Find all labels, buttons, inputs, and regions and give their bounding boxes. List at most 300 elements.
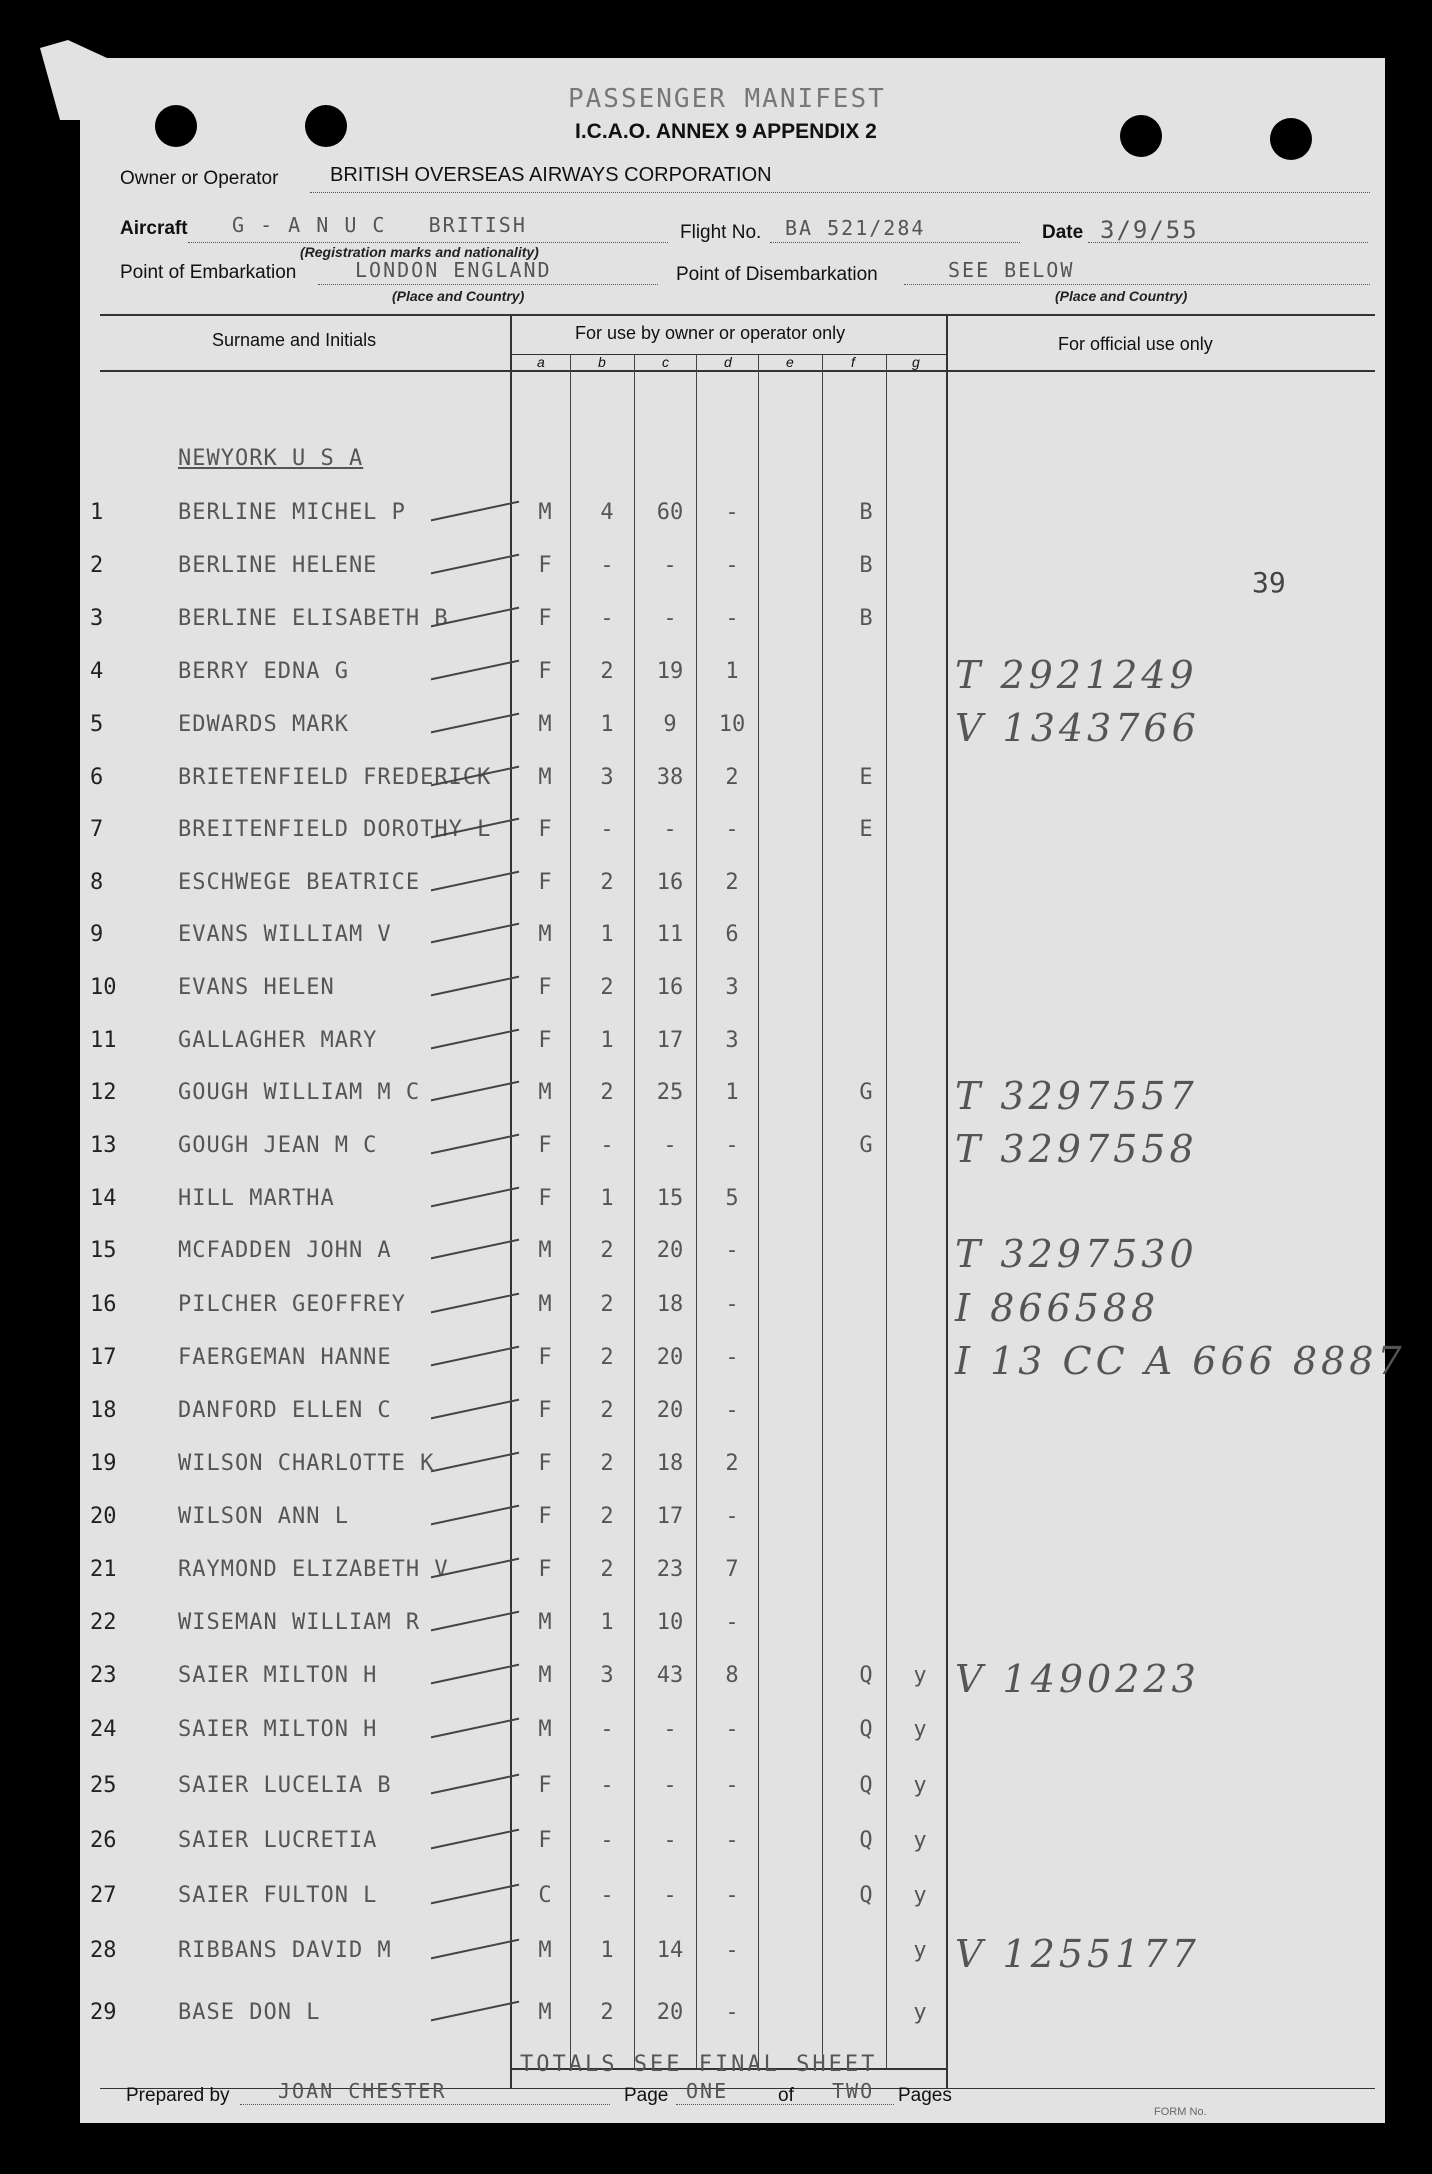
cell-f: Q [859, 1663, 873, 1688]
official-annotation: V 1343766 [955, 706, 1200, 750]
of-label: of [778, 2085, 794, 2106]
cell-b: - [600, 606, 614, 631]
cell-d: - [725, 1292, 739, 1317]
cell-f: Q [859, 1883, 873, 1908]
cell-a: F [538, 1504, 552, 1529]
cell-d: - [725, 1398, 739, 1423]
punch-hole [305, 105, 347, 147]
check-tick [431, 554, 519, 575]
cell-a: M [538, 1292, 552, 1317]
passenger-name: HILL MARTHA [178, 1186, 335, 1211]
cell-a: F [538, 1557, 552, 1582]
cell-a: F [538, 817, 552, 842]
table-row [0, 1028, 1432, 1078]
row-number: 10 [90, 975, 117, 1000]
subcol-g: g [912, 354, 920, 370]
check-tick [431, 660, 519, 681]
official-annotation: V 1255177 [955, 1932, 1200, 1976]
passenger-name: BREITENFIELD DOROTHY L [178, 817, 492, 842]
owner-value: BRITISH OVERSEAS AIRWAYS CORPORATION [330, 164, 772, 186]
check-tick [431, 1346, 519, 1367]
official-annotation: I 866588 [955, 1286, 1160, 1330]
cell-c: - [663, 817, 677, 842]
cell-f: Q [859, 1717, 873, 1742]
destination-heading: NEWYORK U S A [178, 446, 364, 471]
cell-d: 6 [725, 922, 739, 947]
cell-c: - [663, 1717, 677, 1742]
cell-d: 5 [725, 1186, 739, 1211]
passenger-name: BERLINE MICHEL P [178, 500, 406, 525]
col-owner-header: For use by owner or operator only [575, 323, 846, 343]
cell-a: M [538, 500, 552, 525]
cell-c: 9 [663, 712, 677, 737]
form-number: FORM No. [1154, 2106, 1207, 2118]
cell-d: 10 [718, 712, 746, 737]
cell-b: - [600, 1883, 614, 1908]
check-tick [431, 1452, 519, 1473]
cell-d: - [725, 1504, 739, 1529]
check-tick [431, 1293, 519, 1314]
check-tick [431, 1134, 519, 1155]
cell-a: F [538, 870, 552, 895]
cell-f: B [859, 553, 873, 578]
check-tick [431, 501, 519, 522]
punch-hole [1270, 118, 1312, 160]
cell-d: - [725, 1133, 739, 1158]
row-number: 14 [90, 1186, 117, 1211]
cell-d: - [725, 606, 739, 631]
table-row [0, 1610, 1432, 1660]
subcol-b: b [598, 354, 606, 370]
cell-b: 2 [600, 1451, 614, 1476]
row-number: 22 [90, 1610, 117, 1635]
cell-a: M [538, 1717, 552, 1742]
cell-c: - [663, 606, 677, 631]
cell-b: 2 [600, 1080, 614, 1105]
cell-b: 1 [600, 712, 614, 737]
table-row [0, 870, 1432, 920]
cell-b: 1 [600, 1186, 614, 1211]
row-number: 29 [90, 2000, 117, 2025]
row-number: 21 [90, 1557, 117, 1582]
cell-d: - [725, 500, 739, 525]
table-row [0, 1773, 1432, 1823]
passenger-name: BRIETENFIELD FREDERICK [178, 765, 492, 790]
torn-corner [40, 40, 120, 120]
cell-b: 2 [600, 975, 614, 1000]
row-number: 5 [90, 712, 104, 737]
cell-c: 38 [656, 765, 684, 790]
cell-a: F [538, 1028, 552, 1053]
cell-d: 2 [725, 765, 739, 790]
flight-value: BA 521/284 [785, 216, 926, 240]
row-number: 15 [90, 1238, 117, 1263]
passenger-name: BERLINE ELISABETH B [178, 606, 449, 631]
manifest-title: PASSENGER MANIFEST [568, 84, 886, 114]
embark-line [318, 284, 658, 285]
cell-f: B [859, 606, 873, 631]
cell-a: M [538, 922, 552, 947]
embark-label: Point of Embarkation [120, 262, 297, 283]
cell-a: F [538, 1828, 552, 1853]
row-number: 7 [90, 817, 104, 842]
page-line [676, 2104, 894, 2105]
table-row [0, 553, 1432, 603]
cell-b: 2 [600, 2000, 614, 2025]
cell-b: 3 [600, 1663, 614, 1688]
cell-b: 2 [600, 870, 614, 895]
passenger-name: FAERGEMAN HANNE [178, 1345, 392, 1370]
cell-d: - [725, 1345, 739, 1370]
row-number: 28 [90, 1938, 117, 1963]
cell-d: 3 [725, 975, 739, 1000]
official-annotation: T 3297530 [955, 1232, 1198, 1276]
cell-g: y [913, 1938, 927, 1963]
check-tick [431, 1774, 519, 1795]
cell-c: 60 [656, 500, 684, 525]
cell-a: F [538, 1451, 552, 1476]
cell-d: - [725, 2000, 739, 2025]
row-number: 20 [90, 1504, 117, 1529]
cell-a: M [538, 765, 552, 790]
cell-c: 43 [656, 1663, 684, 1688]
cell-g: y [913, 2000, 927, 2025]
cell-g: y [913, 1773, 927, 1798]
cell-b: 3 [600, 765, 614, 790]
pages-label: Pages [898, 2085, 952, 2106]
passenger-name: SAIER LUCELIA B [178, 1773, 392, 1798]
table-row [0, 1451, 1432, 1501]
cell-a: F [538, 975, 552, 1000]
row-number: 24 [90, 1717, 117, 1742]
table-row [0, 1828, 1432, 1878]
table-row [0, 500, 1432, 550]
row-number: 1 [90, 500, 104, 525]
cell-c: 16 [656, 870, 684, 895]
official-annotation: I 13 CC A 666 8887 [955, 1339, 1406, 1383]
cell-b: 1 [600, 1610, 614, 1635]
cell-c: 20 [656, 2000, 684, 2025]
cell-a: F [538, 1133, 552, 1158]
cell-a: M [538, 1663, 552, 1688]
cell-d: 3 [725, 1028, 739, 1053]
passenger-name: PILCHER GEOFFREY [178, 1292, 406, 1317]
check-tick [431, 1081, 519, 1102]
passenger-name: SAIER MILTON H [178, 1717, 378, 1742]
table-row [0, 1717, 1432, 1767]
cell-c: - [663, 1133, 677, 1158]
owner-label: Owner or Operator [120, 168, 279, 189]
check-tick [431, 1884, 519, 1905]
row-number: 16 [90, 1292, 117, 1317]
cell-b: - [600, 1828, 614, 1853]
passenger-name: GOUGH WILLIAM M C [178, 1080, 421, 1105]
disembark-line [904, 284, 1370, 285]
check-tick [431, 1029, 519, 1050]
check-tick [431, 1505, 519, 1526]
cell-d: 7 [725, 1557, 739, 1582]
row-number: 6 [90, 765, 104, 790]
check-tick [431, 976, 519, 997]
disembark-label: Point of Disembarkation [676, 264, 878, 285]
cell-g: y [913, 1717, 927, 1742]
cell-a: M [538, 1938, 552, 1963]
passenger-name: SAIER LUCRETIA [178, 1828, 378, 1853]
cell-b: 4 [600, 500, 614, 525]
row-number: 11 [90, 1028, 117, 1053]
cell-d: 2 [725, 870, 739, 895]
disembark-value: SEE BELOW [948, 258, 1075, 282]
table-row [0, 706, 1432, 762]
cell-b: - [600, 1133, 614, 1158]
official-annotation: T 3297558 [955, 1127, 1198, 1171]
subcol-f: f [851, 354, 855, 370]
cell-c: 25 [656, 1080, 684, 1105]
cell-f: B [859, 500, 873, 525]
date-line [1088, 242, 1368, 243]
table-row [0, 817, 1432, 867]
table-head-rule [100, 370, 1375, 372]
check-tick [431, 923, 519, 944]
cell-b: - [600, 553, 614, 578]
cell-c: 11 [656, 922, 684, 947]
check-tick [431, 1939, 519, 1960]
col-surname-header: Surname and Initials [212, 330, 377, 350]
cell-d: - [725, 1883, 739, 1908]
cell-d: - [725, 1773, 739, 1798]
check-tick [431, 871, 519, 892]
table-row [0, 765, 1432, 815]
cell-c: - [663, 1773, 677, 1798]
passenger-name: ESCHWEGE BEATRICE [178, 870, 421, 895]
cell-a: F [538, 1773, 552, 1798]
check-tick [431, 1187, 519, 1208]
passenger-name: BASE DON L [178, 2000, 321, 2025]
cell-c: 15 [656, 1186, 684, 1211]
table-row [0, 1127, 1432, 1183]
cell-a: F [538, 1186, 552, 1211]
cell-b: 1 [600, 922, 614, 947]
passenger-name: WISEMAN WILLIAM R [178, 1610, 421, 1635]
table-top-rule [100, 314, 1375, 316]
cell-b: 1 [600, 1938, 614, 1963]
embark-value: LONDON ENGLAND [355, 258, 552, 282]
row-number: 13 [90, 1133, 117, 1158]
check-tick [431, 2001, 519, 2022]
official-annotation: T 2921249 [955, 653, 1198, 697]
cell-a: F [538, 606, 552, 631]
aircraft-label: Aircraft [120, 218, 188, 239]
cell-c: 19 [656, 659, 684, 684]
cell-c: 17 [656, 1504, 684, 1529]
cell-g: y [913, 1883, 927, 1908]
cell-g: y [913, 1828, 927, 1853]
cell-c: 10 [656, 1610, 684, 1635]
official-annotation: T 3297557 [955, 1074, 1198, 1118]
date-label: Date [1042, 222, 1084, 243]
row-number: 27 [90, 1883, 117, 1908]
cell-c: 20 [656, 1345, 684, 1370]
manifest-subtitle: I.C.A.O. ANNEX 9 APPENDIX 2 [575, 120, 877, 143]
embark-caption: (Place and Country) [392, 288, 525, 304]
cell-f: E [859, 765, 873, 790]
table-row [0, 1657, 1432, 1713]
table-row [0, 1557, 1432, 1607]
flight-line [770, 242, 1020, 243]
official-annotation: V 1490223 [955, 1657, 1200, 1701]
row-number: 2 [90, 553, 104, 578]
passenger-name: EDWARDS MARK [178, 712, 349, 737]
cell-f: G [859, 1133, 873, 1158]
punch-hole [1120, 115, 1162, 157]
cell-c: 20 [656, 1398, 684, 1423]
cell-b: 2 [600, 1238, 614, 1263]
passenger-name: RIBBANS DAVID M [178, 1938, 392, 1963]
cell-a: C [538, 1883, 552, 1908]
page-label: Page [624, 2085, 669, 2106]
table-row [0, 1286, 1432, 1342]
cell-d: - [725, 553, 739, 578]
cell-c: 23 [656, 1557, 684, 1582]
row-number: 4 [90, 659, 104, 684]
row-number: 3 [90, 606, 104, 631]
cell-b: 2 [600, 1345, 614, 1370]
table-row [0, 1398, 1432, 1448]
row-number: 8 [90, 870, 104, 895]
cell-a: M [538, 1080, 552, 1105]
table-row [0, 975, 1432, 1025]
check-tick [431, 1399, 519, 1420]
table-row [0, 1074, 1432, 1130]
passenger-name: EVANS WILLIAM V [178, 922, 392, 947]
cell-a: M [538, 1238, 552, 1263]
cell-c: - [663, 1828, 677, 1853]
passenger-name: MCFADDEN JOHN A [178, 1238, 392, 1263]
row-number: 26 [90, 1828, 117, 1853]
row-number: 23 [90, 1663, 117, 1688]
col-official-header: For official use only [1058, 334, 1213, 354]
cell-c: 16 [656, 975, 684, 1000]
table-row [0, 922, 1432, 972]
cell-c: - [663, 553, 677, 578]
cell-a: F [538, 553, 552, 578]
passenger-name: SAIER FULTON L [178, 1883, 378, 1908]
cell-g: y [913, 1663, 927, 1688]
check-tick [431, 1718, 519, 1739]
passenger-name: BERLINE HELENE [178, 553, 378, 578]
table-row [0, 1504, 1432, 1554]
passenger-name: EVANS HELEN [178, 975, 335, 1000]
check-tick [431, 1611, 519, 1632]
cell-a: F [538, 659, 552, 684]
prepared-line [240, 2104, 610, 2105]
cell-b: 2 [600, 1557, 614, 1582]
disembark-caption: (Place and Country) [1055, 288, 1188, 304]
cell-c: 17 [656, 1028, 684, 1053]
subcol-c: c [662, 354, 669, 370]
margin-note: 39 [1252, 566, 1286, 599]
passenger-name: BERRY EDNA G [178, 659, 349, 684]
row-number: 25 [90, 1773, 117, 1798]
passenger-name: DANFORD ELLEN C [178, 1398, 392, 1423]
row-number: 17 [90, 1345, 117, 1370]
row-number: 12 [90, 1080, 117, 1105]
cell-b: - [600, 1773, 614, 1798]
cell-c: 18 [656, 1451, 684, 1476]
cell-d: - [725, 1717, 739, 1742]
cell-b: 2 [600, 1504, 614, 1529]
row-number: 19 [90, 1451, 117, 1476]
of-value: TWO [832, 2079, 875, 2103]
cell-c: 18 [656, 1292, 684, 1317]
table-row [0, 1339, 1432, 1395]
cell-b: - [600, 817, 614, 842]
cell-c: 20 [656, 1238, 684, 1263]
passenger-name: GOUGH JEAN M C [178, 1133, 378, 1158]
check-tick [431, 713, 519, 734]
check-tick [431, 1239, 519, 1260]
cell-d: - [725, 817, 739, 842]
cell-b: 2 [600, 659, 614, 684]
prepared-label: Prepared by [126, 2085, 230, 2106]
subcol-e: e [786, 354, 794, 370]
page-value: ONE [686, 2079, 729, 2103]
cell-b: 2 [600, 1398, 614, 1423]
cell-b: - [600, 1717, 614, 1742]
cell-d: - [725, 1610, 739, 1635]
cell-d: 8 [725, 1663, 739, 1688]
table-row [0, 606, 1432, 656]
aircraft-line [188, 242, 668, 243]
owner-line [310, 192, 1370, 193]
table-row [0, 1883, 1432, 1933]
table-row [0, 1932, 1432, 1988]
passenger-name: WILSON CHARLOTTE K [178, 1451, 435, 1476]
cell-a: F [538, 1345, 552, 1370]
aircraft-caption: (Registration marks and nationality) [300, 244, 539, 260]
passenger-name: GALLAGHER MARY [178, 1028, 378, 1053]
table-row [0, 1232, 1432, 1288]
punch-hole [155, 105, 197, 147]
cell-d: 1 [725, 1080, 739, 1105]
totals-note: TOTALS SEE FINAL SHEET [520, 2052, 878, 2077]
cell-d: 2 [725, 1451, 739, 1476]
cell-a: F [538, 1398, 552, 1423]
flight-label: Flight No. [680, 222, 762, 243]
row-number: 9 [90, 922, 104, 947]
table-row [0, 2000, 1432, 2050]
check-tick [431, 1664, 519, 1685]
cell-c: - [663, 1883, 677, 1908]
table-row [0, 653, 1432, 709]
cell-a: M [538, 1610, 552, 1635]
cell-b: 1 [600, 1028, 614, 1053]
cell-a: M [538, 712, 552, 737]
row-number: 18 [90, 1398, 117, 1423]
prepared-value: JOAN CHESTER [278, 2079, 447, 2103]
date-value: 3/9/55 [1100, 216, 1199, 244]
check-tick [431, 1829, 519, 1850]
subcol-a: a [537, 354, 545, 370]
cell-f: Q [859, 1828, 873, 1853]
cell-d: - [725, 1828, 739, 1853]
cell-f: Q [859, 1773, 873, 1798]
passenger-name: WILSON ANN L [178, 1504, 349, 1529]
cell-b: 2 [600, 1292, 614, 1317]
passenger-name: RAYMOND ELIZABETH V [178, 1557, 449, 1582]
cell-d: - [725, 1238, 739, 1263]
cell-f: G [859, 1080, 873, 1105]
